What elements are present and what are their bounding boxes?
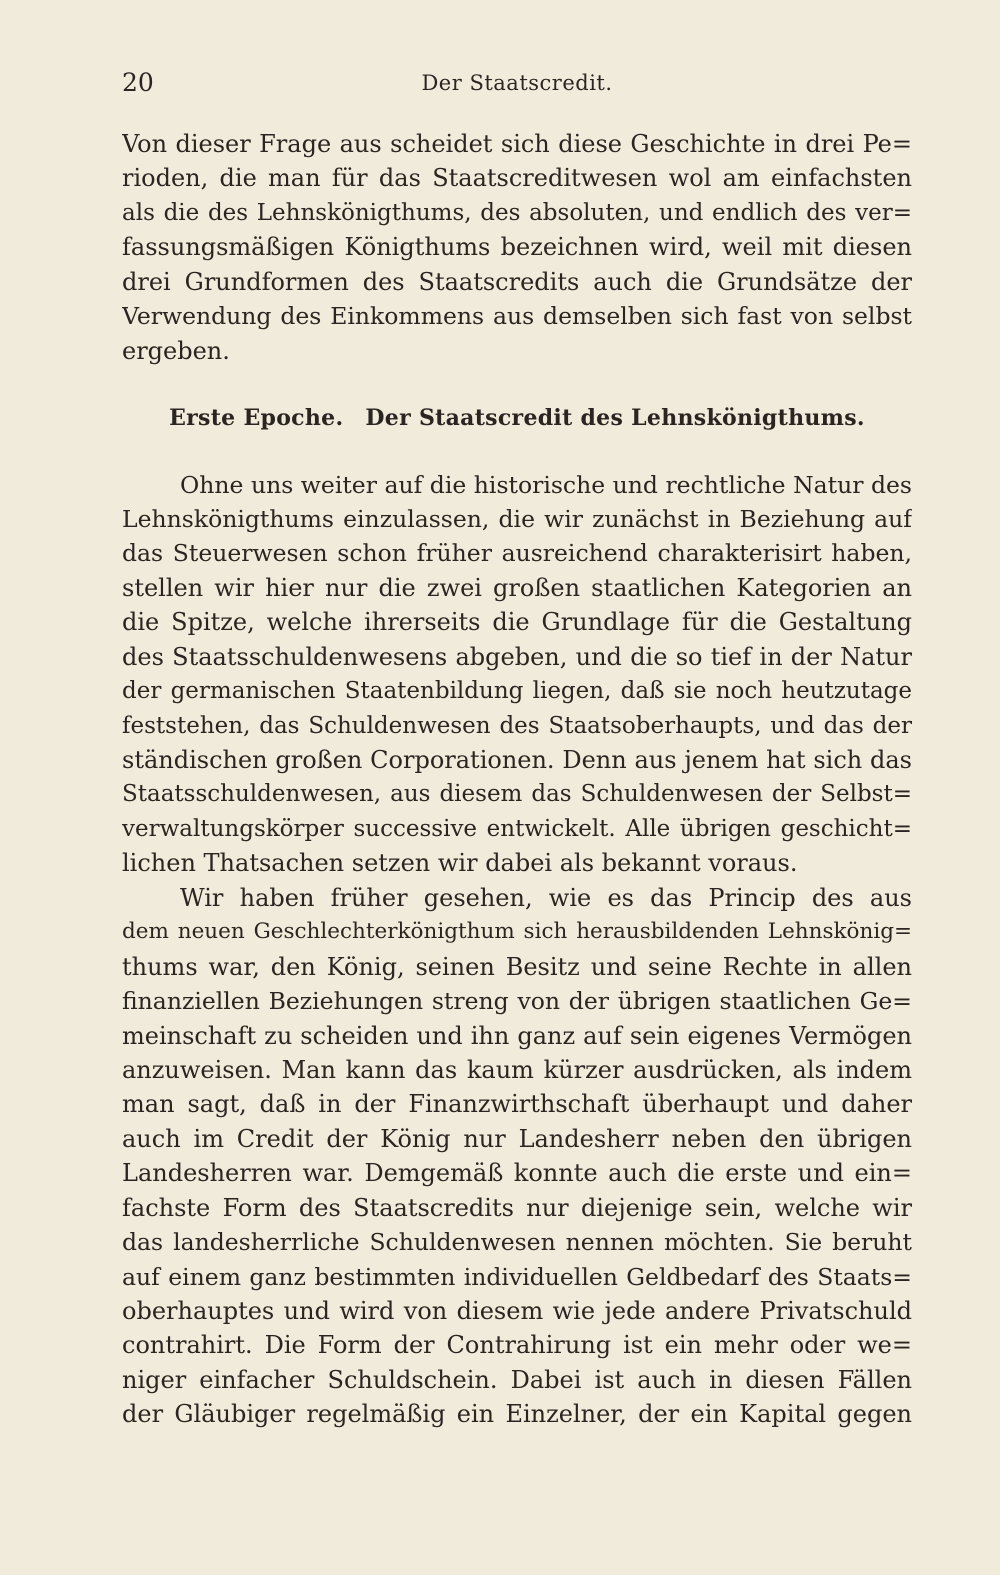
- text-line: auf einem ganz bestimmten individuellen Geldbedarf des Staats=: [122, 1262, 912, 1291]
- text-line: finanziellen Beziehungen streng von der übrigen staatlichen Ge=: [122, 987, 912, 1016]
- text-line: drei Grundformen des Staatscredits auch die Grundsätze der: [122, 267, 912, 296]
- text-line: thums war, den König, seinen Besitz und seine Rechte in allen: [122, 952, 912, 981]
- text-line: Verwendung des Einkommens aus demselben sich fast von selbst: [122, 302, 912, 331]
- text-line: Landesherren war. Demgemäß konnte auch die erste und ein=: [122, 1159, 912, 1188]
- text-line: ständischen großen Corporationen. Denn aus jenem hat sich das: [122, 746, 912, 774]
- paragraph-1: [122, 127, 912, 368]
- paragraph-2: [122, 468, 912, 881]
- text-line: contrahirt. Die Form der Contrahirung ist ein mehr oder we=: [122, 1331, 912, 1360]
- text-line: auch im Credit der König nur Landesherr neben den übrigen: [122, 1124, 912, 1153]
- text-line: der germanischen Staatenbildung liegen, daß sie noch heutzutage: [122, 678, 912, 705]
- text-line: rioden, die man für das Staatscreditwesen wol am einfachsten: [122, 164, 912, 193]
- text-line: niger einfacher Schuldschein. Dabei ist auch in diesen Fällen: [122, 1365, 912, 1394]
- page-header: [122, 68, 912, 108]
- text-line: des Staatsschuldenwesens abgeben, und die so tief in der Natur: [122, 642, 912, 671]
- text-line: man sagt, daß in der Finanzwirthschaft überhaupt und daher: [122, 1090, 912, 1119]
- text-line: meinschaft zu scheiden und ihn ganz auf sein eigenes Vermögen: [122, 1021, 912, 1050]
- text-line: feststehen, das Schuldenwesen des Staatsoberhaupts, und das der: [122, 712, 912, 739]
- text-line: Von dieser Frage aus scheidet sich diese Geschichte in drei Pe=: [122, 130, 912, 158]
- text-line: dem neuen Geschlechterkönigthum sich herausbildenden Lehnskönig=: [122, 919, 912, 945]
- epoch-title: Der Staatscredit des Lehnskönigthums.: [365, 405, 865, 432]
- text-line: Wir haben früher gesehen, wie es das Princip des aus: [180, 883, 912, 912]
- text-line: ergeben.: [122, 336, 230, 365]
- text-line: Ohne uns weiter auf die historische und rechtliche Natur des: [180, 470, 912, 499]
- text-line: die Spitze, welche ihrerseits die Grundlage für die Gestaltung: [122, 608, 912, 637]
- text-line: stellen wir hier nur die zwei großen staatlichen Kategorien an: [122, 573, 912, 602]
- text-line: Staatsschuldenwesen, aus diesem das Schuldenwesen der Selbst=: [122, 781, 912, 808]
- epoch-label: Erste Epoche.: [169, 405, 344, 432]
- page-number: 20: [122, 68, 154, 97]
- text-line: das landesherrliche Schuldenwesen nennen möchten. Sie beruht: [122, 1228, 912, 1257]
- text-line: fachste Form des Staatscredits nur diejenige sein, welche wir: [122, 1193, 912, 1222]
- text-line: als die des Lehnskönigthums, des absoluten, und endlich des ver=: [122, 199, 912, 226]
- paragraph-3: [122, 881, 912, 1432]
- text-line: fassungsmäßigen Königthums bezeichnen wird, weil mit diesen: [122, 233, 912, 262]
- text-line: Lehnskönigthums einzulassen, die wir zunächst in Beziehung auf: [122, 504, 912, 533]
- running-head: Der Staatscredit.: [421, 71, 613, 95]
- text-line: anzuweisen. Man kann das kaum kürzer ausdrücken, als indem: [122, 1055, 912, 1084]
- text-line: verwaltungskörper successive entwickelt. Alle übrigen geschicht=: [122, 815, 912, 842]
- text-line: oberhauptes und wird von diesem wie jede andere Privatschuld: [122, 1297, 912, 1325]
- text-line: der Gläubiger regelmäßig ein Einzelner, der ein Kapital gegen: [122, 1400, 912, 1429]
- section-heading: [122, 401, 912, 435]
- body-text: [122, 127, 912, 1432]
- text-line: das Steuerwesen schon früher ausreichend charakterisirt haben,: [122, 539, 912, 568]
- text-line: lichen Thatsachen setzen wir dabei als bekannt voraus.: [122, 849, 798, 878]
